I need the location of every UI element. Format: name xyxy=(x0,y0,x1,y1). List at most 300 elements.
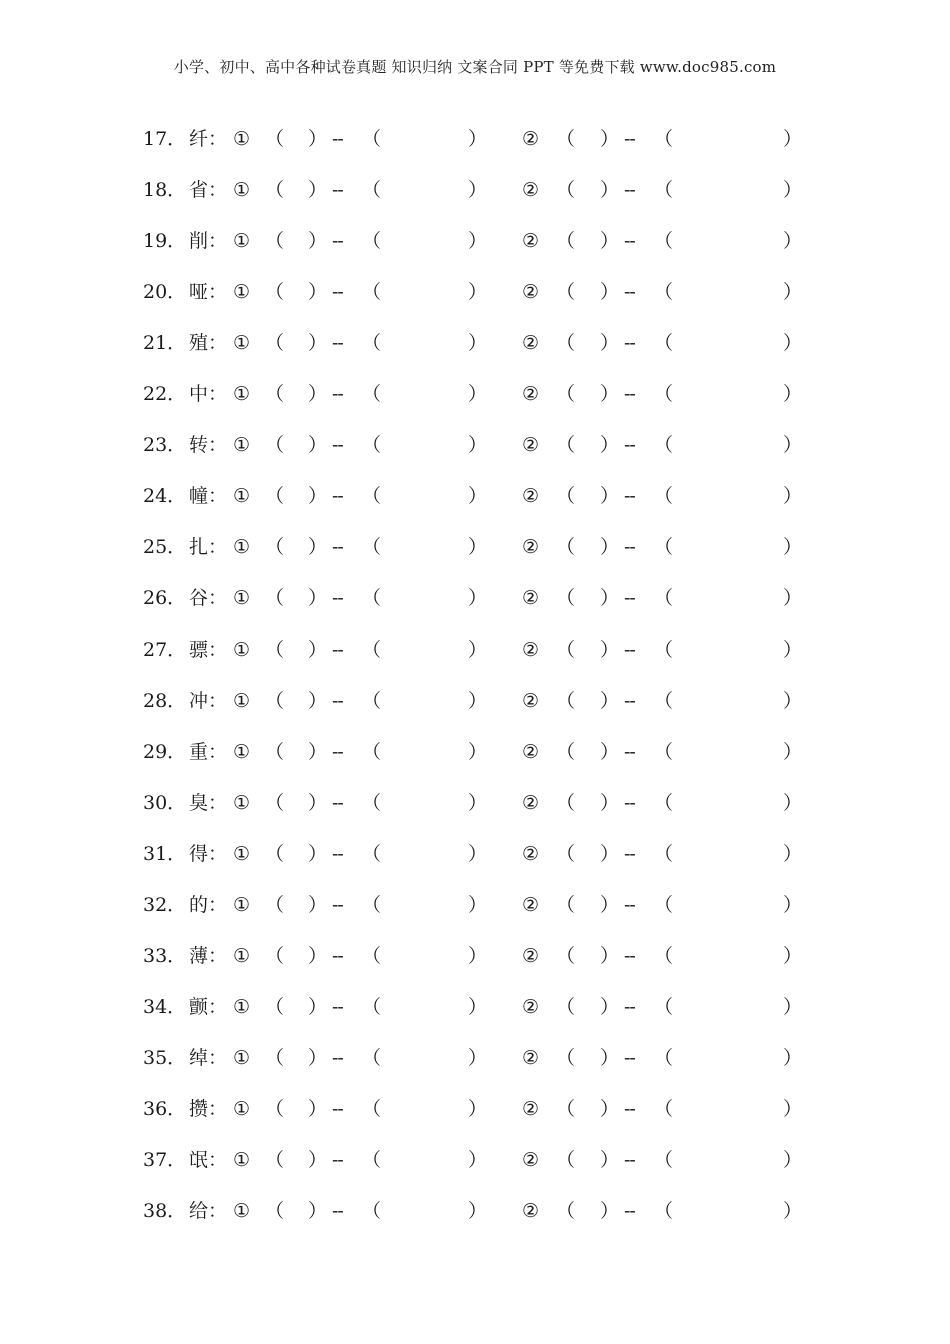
dash-2: -- xyxy=(624,1149,635,1171)
word-1-blank-open: （ xyxy=(362,332,382,355)
pinyin-2-blank-close: ） xyxy=(600,383,620,406)
word-1-blank-open: （ xyxy=(362,128,382,150)
item-number: 32． xyxy=(143,893,187,916)
word-1-blank-open: （ xyxy=(362,536,382,559)
reading-1-marker: ① xyxy=(233,128,251,150)
pinyin-2-blank-close: ） xyxy=(600,1200,620,1223)
dash-1: -- xyxy=(332,1149,343,1171)
pinyin-2-blank-close: ） xyxy=(600,995,620,1018)
word-2-blank-open: （ xyxy=(654,740,674,763)
word-1-blank-close: ） xyxy=(468,179,488,202)
word-1-blank-close: ） xyxy=(468,230,488,253)
target-character: 纤： xyxy=(189,128,228,150)
pinyin-2-blank-close: ） xyxy=(600,434,620,457)
pinyin-1-blank-close: ） xyxy=(308,842,328,865)
dash-1: -- xyxy=(332,281,343,304)
target-character: 薄： xyxy=(189,944,228,967)
pinyin-1-blank-close: ） xyxy=(308,1149,328,1171)
word-2-blank-close: ） xyxy=(783,791,803,814)
pinyin-1-blank-close: ） xyxy=(308,230,328,253)
item-number: 27． xyxy=(143,638,187,661)
word-2-blank-close: ） xyxy=(783,842,803,865)
word-2-blank-open: （ xyxy=(654,1046,674,1069)
pinyin-2-blank-close: ） xyxy=(600,893,620,916)
reading-2-marker: ② xyxy=(522,740,540,763)
pinyin-2-blank-open: （ xyxy=(556,587,576,610)
target-character: 削： xyxy=(189,230,228,253)
exercise-row xyxy=(0,890,950,920)
pinyin-1-blank-open: （ xyxy=(265,332,285,355)
pinyin-1-blank-open: （ xyxy=(265,740,285,763)
pinyin-2-blank-close: ） xyxy=(600,230,620,253)
word-1-blank-open: （ xyxy=(362,179,382,202)
pinyin-2-blank-open: （ xyxy=(556,1097,576,1120)
word-1-blank-open: （ xyxy=(362,485,382,508)
pinyin-2-blank-close: ） xyxy=(600,1149,620,1171)
pinyin-1-blank-close: ） xyxy=(308,791,328,814)
item-number: 34． xyxy=(143,995,187,1018)
pinyin-1-blank-close: ） xyxy=(308,281,328,304)
dash-1: -- xyxy=(332,842,343,865)
pinyin-1-blank-open: （ xyxy=(265,281,285,304)
item-number: 17． xyxy=(143,128,187,150)
word-2-blank-open: （ xyxy=(654,689,674,712)
pinyin-2-blank-open: （ xyxy=(556,383,576,406)
target-character: 转： xyxy=(189,434,228,457)
target-character: 冲： xyxy=(189,689,228,712)
dash-2: -- xyxy=(624,536,635,559)
item-number: 25． xyxy=(143,536,187,559)
reading-1-marker: ① xyxy=(233,740,251,763)
exercise-row xyxy=(0,481,950,511)
word-2-blank-open: （ xyxy=(654,1200,674,1223)
pinyin-2-blank-open: （ xyxy=(556,995,576,1018)
pinyin-2-blank-open: （ xyxy=(556,689,576,712)
word-1-blank-close: ） xyxy=(468,1149,488,1171)
target-character: 颤： xyxy=(189,995,228,1018)
pinyin-2-blank-open: （ xyxy=(556,1149,576,1171)
dash-2: -- xyxy=(624,740,635,763)
pinyin-2-blank-close: ） xyxy=(600,485,620,508)
reading-1-marker: ① xyxy=(233,587,251,610)
exercise-row xyxy=(0,277,950,307)
word-1-blank-open: （ xyxy=(362,230,382,253)
exercise-row xyxy=(0,328,950,358)
reading-1-marker: ① xyxy=(233,1200,251,1223)
reading-1-marker: ① xyxy=(233,638,251,661)
pinyin-1-blank-close: ） xyxy=(308,434,328,457)
pinyin-2-blank-close: ） xyxy=(600,536,620,559)
dash-1: -- xyxy=(332,587,343,610)
reading-2-marker: ② xyxy=(522,281,540,304)
pinyin-1-blank-close: ） xyxy=(308,485,328,508)
reading-1-marker: ① xyxy=(233,485,251,508)
exercise-row xyxy=(0,686,950,716)
word-2-blank-open: （ xyxy=(654,383,674,406)
reading-1-marker: ① xyxy=(233,791,251,814)
pinyin-2-blank-close: ） xyxy=(600,128,620,150)
word-1-blank-close: ） xyxy=(468,638,488,661)
dash-1: -- xyxy=(332,638,343,661)
word-1-blank-close: ） xyxy=(468,383,488,406)
exercise-row xyxy=(0,941,950,971)
dash-1: -- xyxy=(332,332,343,355)
dash-2: -- xyxy=(624,791,635,814)
dash-2: -- xyxy=(624,587,635,610)
exercise-row xyxy=(0,788,950,818)
word-1-blank-close: ） xyxy=(468,944,488,967)
word-1-blank-open: （ xyxy=(362,434,382,457)
reading-1-marker: ① xyxy=(233,434,251,457)
word-1-blank-open: （ xyxy=(362,1046,382,1069)
pinyin-2-blank-open: （ xyxy=(556,230,576,253)
reading-2-marker: ② xyxy=(522,893,540,916)
pinyin-1-blank-open: （ xyxy=(265,587,285,610)
item-number: 24． xyxy=(143,485,187,508)
pinyin-2-blank-close: ） xyxy=(600,740,620,763)
pinyin-2-blank-open: （ xyxy=(556,281,576,304)
exercise-row xyxy=(0,379,950,409)
item-number: 26． xyxy=(143,587,187,610)
word-2-blank-close: ） xyxy=(783,230,803,253)
word-2-blank-open: （ xyxy=(654,230,674,253)
item-number: 35． xyxy=(143,1046,187,1069)
pinyin-2-blank-open: （ xyxy=(556,944,576,967)
item-number: 21． xyxy=(143,332,187,355)
pinyin-2-blank-close: ） xyxy=(600,638,620,661)
pinyin-1-blank-close: ） xyxy=(308,536,328,559)
word-1-blank-close: ） xyxy=(468,587,488,610)
item-number: 33． xyxy=(143,944,187,967)
word-1-blank-close: ） xyxy=(468,740,488,763)
pinyin-2-blank-open: （ xyxy=(556,638,576,661)
word-2-blank-open: （ xyxy=(654,842,674,865)
exercise-row xyxy=(0,532,950,562)
dash-2: -- xyxy=(624,1097,635,1120)
word-2-blank-open: （ xyxy=(654,893,674,916)
word-1-blank-open: （ xyxy=(362,944,382,967)
word-2-blank-open: （ xyxy=(654,944,674,967)
item-number: 37． xyxy=(143,1149,187,1171)
pinyin-1-blank-close: ） xyxy=(308,128,328,150)
target-character: 谷： xyxy=(189,587,228,610)
word-2-blank-close: ） xyxy=(783,893,803,916)
pinyin-2-blank-open: （ xyxy=(556,536,576,559)
word-1-blank-close: ） xyxy=(468,995,488,1018)
word-2-blank-open: （ xyxy=(654,281,674,304)
word-2-blank-open: （ xyxy=(654,128,674,150)
item-number: 31． xyxy=(143,842,187,865)
pinyin-1-blank-close: ） xyxy=(308,1200,328,1223)
reading-2-marker: ② xyxy=(522,332,540,355)
pinyin-1-blank-close: ） xyxy=(308,689,328,712)
reading-2-marker: ② xyxy=(522,842,540,865)
pinyin-1-blank-open: （ xyxy=(265,1200,285,1223)
word-2-blank-close: ） xyxy=(783,281,803,304)
word-1-blank-open: （ xyxy=(362,638,382,661)
word-2-blank-open: （ xyxy=(654,485,674,508)
word-2-blank-close: ） xyxy=(783,485,803,508)
pinyin-2-blank-open: （ xyxy=(556,791,576,814)
pinyin-1-blank-open: （ xyxy=(265,995,285,1018)
reading-2-marker: ② xyxy=(522,689,540,712)
item-number: 29． xyxy=(143,740,187,763)
pinyin-2-blank-close: ） xyxy=(600,944,620,967)
word-1-blank-open: （ xyxy=(362,281,382,304)
pinyin-1-blank-open: （ xyxy=(265,485,285,508)
word-2-blank-close: ） xyxy=(783,944,803,967)
pinyin-2-blank-open: （ xyxy=(556,893,576,916)
word-2-blank-close: ） xyxy=(783,332,803,355)
reading-2-marker: ② xyxy=(522,1046,540,1069)
word-1-blank-close: ） xyxy=(468,281,488,304)
reading-2-marker: ② xyxy=(522,587,540,610)
dash-1: -- xyxy=(332,1200,343,1223)
word-1-blank-open: （ xyxy=(362,1149,382,1171)
target-character: 中： xyxy=(189,383,228,406)
target-character: 得： xyxy=(189,842,228,865)
reading-1-marker: ① xyxy=(233,536,251,559)
dash-2: -- xyxy=(624,1200,635,1223)
reading-2-marker: ② xyxy=(522,383,540,406)
dash-2: -- xyxy=(624,485,635,508)
reading-1-marker: ① xyxy=(233,230,251,253)
word-1-blank-close: ） xyxy=(468,536,488,559)
pinyin-1-blank-open: （ xyxy=(265,128,285,150)
reading-1-marker: ① xyxy=(233,893,251,916)
word-1-blank-open: （ xyxy=(362,995,382,1018)
word-1-blank-open: （ xyxy=(362,791,382,814)
exercise-row xyxy=(0,635,950,665)
pinyin-1-blank-open: （ xyxy=(265,383,285,406)
pinyin-2-blank-close: ） xyxy=(600,791,620,814)
exercise-row xyxy=(0,583,950,613)
reading-1-marker: ① xyxy=(233,995,251,1018)
dash-2: -- xyxy=(624,893,635,916)
reading-2-marker: ② xyxy=(522,1097,540,1120)
dash-1: -- xyxy=(332,791,343,814)
item-number: 30． xyxy=(143,791,187,814)
exercise-row xyxy=(0,226,950,256)
reading-2-marker: ② xyxy=(522,128,540,150)
word-1-blank-open: （ xyxy=(362,893,382,916)
pinyin-2-blank-close: ） xyxy=(600,1097,620,1120)
target-character: 给： xyxy=(189,1200,228,1223)
dash-1: -- xyxy=(332,383,343,406)
word-2-blank-open: （ xyxy=(654,179,674,202)
target-character: 扎： xyxy=(189,536,228,559)
pinyin-1-blank-open: （ xyxy=(265,1097,285,1120)
pinyin-2-blank-open: （ xyxy=(556,332,576,355)
pinyin-1-blank-open: （ xyxy=(265,842,285,865)
dash-2: -- xyxy=(624,842,635,865)
pinyin-1-blank-open: （ xyxy=(265,791,285,814)
item-number: 38． xyxy=(143,1200,187,1223)
pinyin-1-blank-open: （ xyxy=(265,944,285,967)
target-character: 幢： xyxy=(189,485,228,508)
dash-1: -- xyxy=(332,434,343,457)
pinyin-1-blank-close: ） xyxy=(308,1097,328,1120)
target-character: 臭： xyxy=(189,791,228,814)
word-1-blank-open: （ xyxy=(362,689,382,712)
word-1-blank-close: ） xyxy=(468,485,488,508)
target-character: 绰： xyxy=(189,1046,228,1069)
pinyin-1-blank-close: ） xyxy=(308,383,328,406)
exercise-row xyxy=(0,1094,950,1124)
dash-2: -- xyxy=(624,638,635,661)
pinyin-2-blank-open: （ xyxy=(556,179,576,202)
word-2-blank-open: （ xyxy=(654,587,674,610)
dash-2: -- xyxy=(624,281,635,304)
word-1-blank-close: ） xyxy=(468,434,488,457)
pinyin-2-blank-open: （ xyxy=(556,434,576,457)
dash-2: -- xyxy=(624,995,635,1018)
dash-1: -- xyxy=(332,740,343,763)
word-2-blank-close: ） xyxy=(783,740,803,763)
exercise-row xyxy=(0,175,950,205)
pinyin-1-blank-open: （ xyxy=(265,179,285,202)
exercise-row xyxy=(0,839,950,869)
item-number: 19． xyxy=(143,230,187,253)
word-1-blank-open: （ xyxy=(362,842,382,865)
target-character: 骠： xyxy=(189,638,228,661)
dash-1: -- xyxy=(332,536,343,559)
word-1-blank-open: （ xyxy=(362,1097,382,1120)
pinyin-1-blank-open: （ xyxy=(265,689,285,712)
dash-2: -- xyxy=(624,230,635,253)
reading-2-marker: ② xyxy=(522,995,540,1018)
target-character: 哑： xyxy=(189,281,228,304)
reading-1-marker: ① xyxy=(233,1149,251,1171)
word-2-blank-close: ） xyxy=(783,1200,803,1223)
reading-2-marker: ② xyxy=(522,536,540,559)
word-2-blank-close: ） xyxy=(783,995,803,1018)
target-character: 的： xyxy=(189,893,228,916)
word-2-blank-open: （ xyxy=(654,995,674,1018)
item-number: 18． xyxy=(143,179,187,202)
dash-1: -- xyxy=(332,893,343,916)
word-2-blank-close: ） xyxy=(783,1149,803,1171)
dash-2: -- xyxy=(624,128,635,150)
reading-1-marker: ① xyxy=(233,689,251,712)
word-1-blank-close: ） xyxy=(468,842,488,865)
word-1-blank-close: ） xyxy=(468,1097,488,1120)
reading-1-marker: ① xyxy=(233,383,251,406)
pinyin-1-blank-close: ） xyxy=(308,332,328,355)
dash-2: -- xyxy=(624,689,635,712)
word-2-blank-close: ） xyxy=(783,638,803,661)
target-character: 重： xyxy=(189,740,228,763)
page-header: 小学、初中、高中各种试卷真题 知识归纳 文案合同 PPT 等免费下载 www.doc985.com xyxy=(173,58,777,76)
dash-1: -- xyxy=(332,230,343,253)
pinyin-2-blank-open: （ xyxy=(556,485,576,508)
word-2-blank-open: （ xyxy=(654,1149,674,1171)
pinyin-1-blank-open: （ xyxy=(265,434,285,457)
reading-1-marker: ① xyxy=(233,1097,251,1120)
pinyin-2-blank-close: ） xyxy=(600,587,620,610)
word-2-blank-open: （ xyxy=(654,791,674,814)
target-character: 省： xyxy=(189,179,228,202)
word-1-blank-close: ） xyxy=(468,791,488,814)
pinyin-2-blank-close: ） xyxy=(600,281,620,304)
pinyin-1-blank-open: （ xyxy=(265,1046,285,1069)
reading-1-marker: ① xyxy=(233,842,251,865)
exercise-row xyxy=(0,1196,950,1226)
word-2-blank-close: ） xyxy=(783,689,803,712)
dash-2: -- xyxy=(624,179,635,202)
word-1-blank-close: ） xyxy=(468,689,488,712)
reading-2-marker: ② xyxy=(522,485,540,508)
pinyin-1-blank-close: ） xyxy=(308,587,328,610)
dash-2: -- xyxy=(624,332,635,355)
word-2-blank-close: ） xyxy=(783,1046,803,1069)
pinyin-2-blank-close: ） xyxy=(600,842,620,865)
reading-2-marker: ② xyxy=(522,638,540,661)
item-number: 22． xyxy=(143,383,187,406)
reading-2-marker: ② xyxy=(522,791,540,814)
pinyin-1-blank-open: （ xyxy=(265,893,285,916)
pinyin-1-blank-close: ） xyxy=(308,944,328,967)
reading-1-marker: ① xyxy=(233,179,251,202)
dash-1: -- xyxy=(332,128,343,150)
word-1-blank-open: （ xyxy=(362,740,382,763)
pinyin-1-blank-close: ） xyxy=(308,893,328,916)
dash-1: -- xyxy=(332,944,343,967)
dash-1: -- xyxy=(332,179,343,202)
pinyin-1-blank-open: （ xyxy=(265,536,285,559)
item-number: 36． xyxy=(143,1097,187,1120)
pinyin-1-blank-open: （ xyxy=(265,638,285,661)
reading-1-marker: ① xyxy=(233,332,251,355)
reading-2-marker: ② xyxy=(522,179,540,202)
dash-1: -- xyxy=(332,1097,343,1120)
word-2-blank-close: ） xyxy=(783,587,803,610)
pinyin-2-blank-close: ） xyxy=(600,689,620,712)
pinyin-1-blank-open: （ xyxy=(265,1149,285,1171)
dash-1: -- xyxy=(332,995,343,1018)
exercise-row xyxy=(0,992,950,1022)
pinyin-2-blank-open: （ xyxy=(556,1046,576,1069)
reading-1-marker: ① xyxy=(233,1046,251,1069)
exercise-row xyxy=(0,1043,950,1073)
dash-2: -- xyxy=(624,383,635,406)
word-2-blank-open: （ xyxy=(654,434,674,457)
word-2-blank-open: （ xyxy=(654,332,674,355)
pinyin-1-blank-open: （ xyxy=(265,230,285,253)
exercise-row xyxy=(0,1145,950,1175)
word-2-blank-close: ） xyxy=(783,128,803,150)
pinyin-1-blank-close: ） xyxy=(308,638,328,661)
word-2-blank-close: ） xyxy=(783,383,803,406)
item-number: 28． xyxy=(143,689,187,712)
pinyin-2-blank-close: ） xyxy=(600,332,620,355)
dash-1: -- xyxy=(332,485,343,508)
exercise-row xyxy=(0,124,950,154)
word-2-blank-open: （ xyxy=(654,536,674,559)
reading-2-marker: ② xyxy=(522,1200,540,1223)
dash-2: -- xyxy=(624,944,635,967)
pinyin-2-blank-open: （ xyxy=(556,842,576,865)
pinyin-2-blank-open: （ xyxy=(556,1200,576,1223)
reading-2-marker: ② xyxy=(522,230,540,253)
pinyin-1-blank-close: ） xyxy=(308,995,328,1018)
word-1-blank-close: ） xyxy=(468,128,488,150)
word-1-blank-open: （ xyxy=(362,587,382,610)
word-2-blank-close: ） xyxy=(783,536,803,559)
exercise-row xyxy=(0,430,950,460)
pinyin-1-blank-close: ） xyxy=(308,179,328,202)
pinyin-1-blank-close: ） xyxy=(308,740,328,763)
